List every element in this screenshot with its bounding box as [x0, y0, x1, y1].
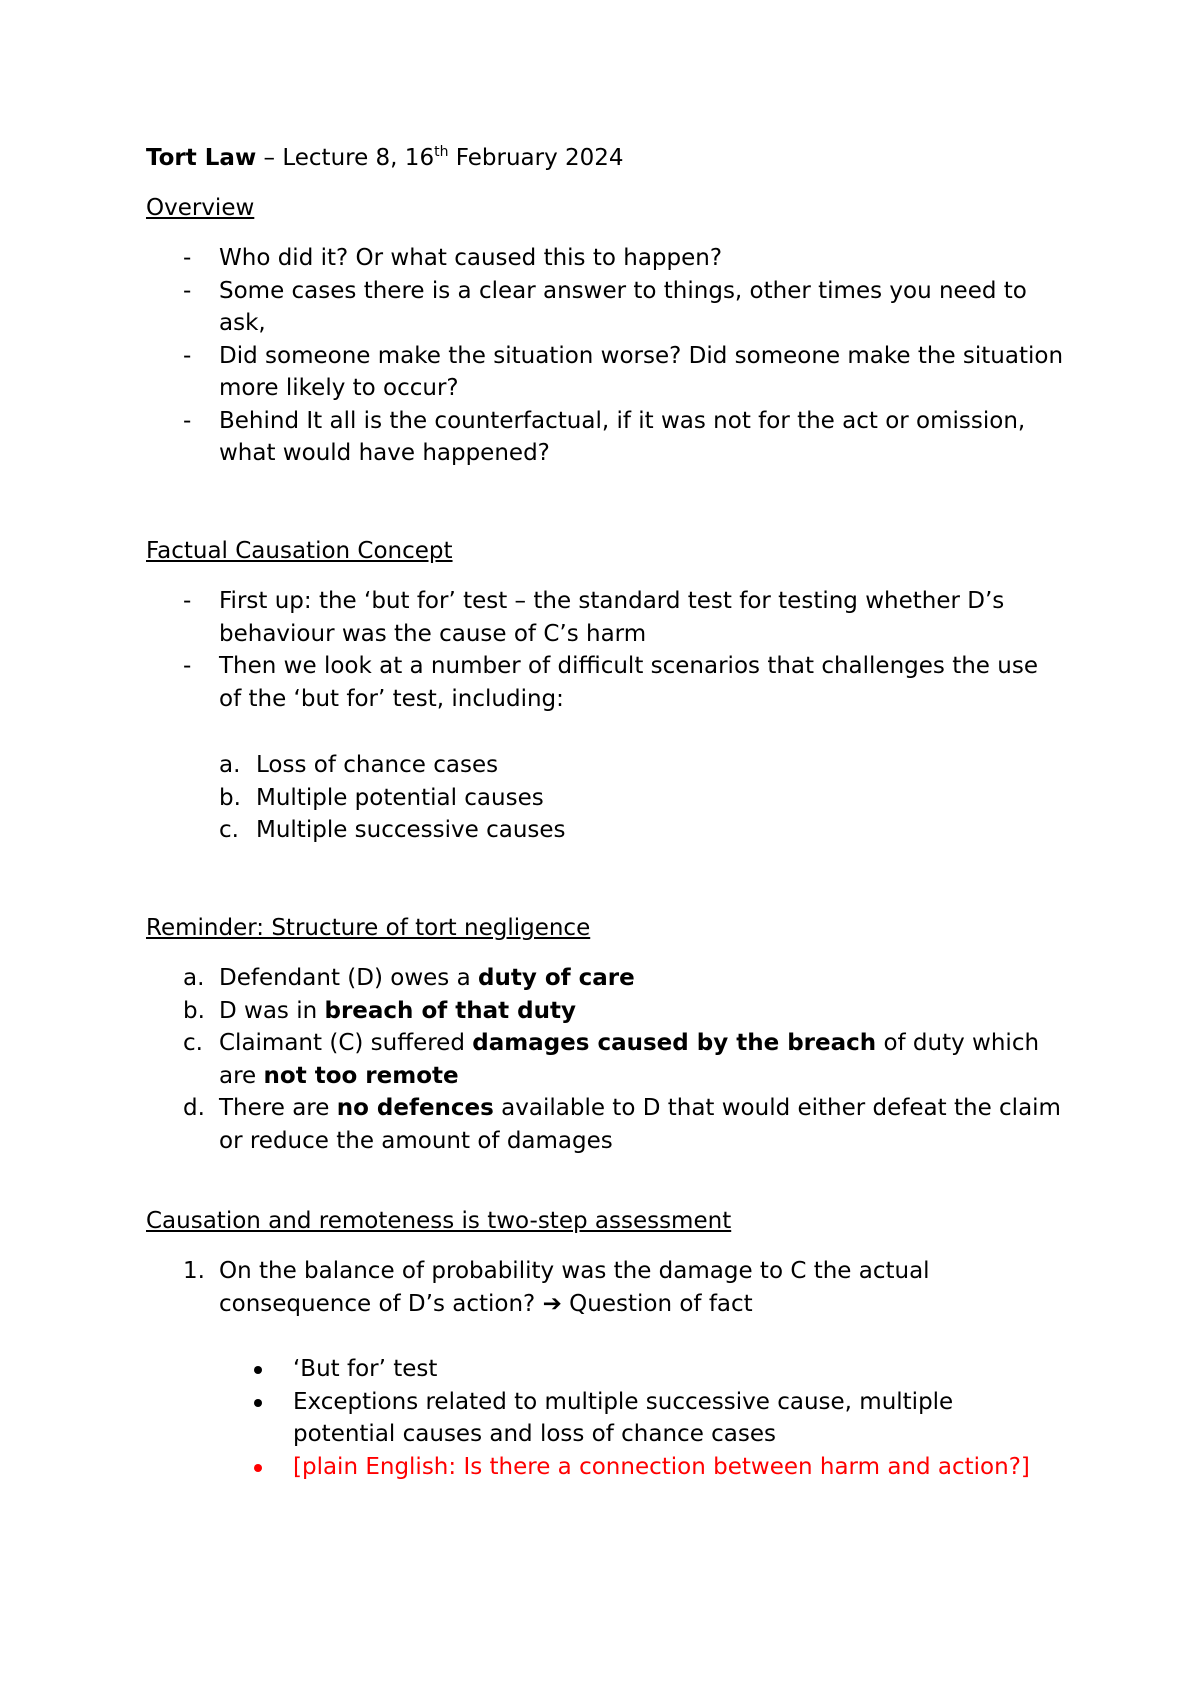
- list-marker: b.: [219, 784, 241, 811]
- bullet-icon: [254, 1399, 262, 1407]
- overview-heading: Overview: [146, 195, 255, 221]
- list-marker: d.: [183, 1095, 205, 1121]
- list-item-highlighted: [220, 1451, 1040, 1484]
- list-item-bold: duty of care: [478, 965, 635, 991]
- list-item-text: Exceptions related to multiple successive cause, multiple potential causes and loss of chance cases: [293, 1388, 954, 1447]
- list-marker: a.: [219, 752, 241, 778]
- negligence-structure-list: [146, 962, 1066, 1157]
- list-item-text: There are: [219, 1095, 337, 1121]
- list-item-text: available to D that would either defeat the claim or reduce the amount of damages: [219, 1095, 1061, 1154]
- list-item: [146, 650, 1066, 715]
- factual-causation-list: [146, 585, 1066, 715]
- list-marker: 1.: [183, 1258, 205, 1284]
- difficult-scenarios-list: [146, 749, 1066, 847]
- list-item: [146, 995, 1066, 1028]
- list-marker: c.: [219, 817, 239, 843]
- list-item: [146, 749, 1066, 782]
- list-marker: a.: [183, 965, 205, 991]
- dash-marker: -: [183, 653, 192, 679]
- list-item: [220, 1353, 1040, 1386]
- list-item-bold: damages caused by the breach: [472, 1030, 877, 1056]
- title-tail: February 2024: [448, 145, 624, 171]
- list-item-text: D was in: [219, 997, 325, 1024]
- factual-causation-heading: Factual Causation Concept: [146, 538, 453, 564]
- list-item-text: Question of fact: [561, 1290, 753, 1317]
- list-item-text: of duty which are: [219, 1030, 1040, 1089]
- list-item: [146, 814, 1066, 847]
- list-item: [146, 782, 1066, 815]
- list-item-text: First up: the ‘but for’ test – the standard test for testing whether D’s behaviour was the cause of C’s harm: [219, 588, 1005, 647]
- list-item-text: Claimant (C) suffered: [219, 1030, 473, 1056]
- list-item: [146, 1092, 1066, 1157]
- dash-marker: -: [183, 277, 192, 304]
- reminder-heading: Reminder: Structure of tort negligence: [146, 915, 591, 941]
- list-item-text: ‘But for’ test: [293, 1356, 438, 1382]
- but-for-bullets: [220, 1353, 1040, 1483]
- list-item-text: [plain English: Is there a connection between harm and action?]: [293, 1453, 1030, 1480]
- bullet-icon: [254, 1366, 262, 1374]
- page-title: [146, 142, 624, 175]
- list-item-text: Loss of chance cases: [256, 752, 499, 778]
- title-rest: – Lecture 8, 16: [256, 145, 435, 171]
- dash-marker: -: [183, 342, 192, 369]
- assessment-steps-list: [146, 1255, 1066, 1320]
- list-item: [146, 1027, 1066, 1092]
- list-item: [146, 340, 1066, 405]
- dash-marker: -: [183, 588, 192, 614]
- list-item: [146, 1255, 1066, 1320]
- list-item: [146, 405, 1066, 470]
- list-item-text: Multiple potential causes: [256, 784, 544, 811]
- list-item-text: On the balance of probability was the damage to C the actual consequence of D’s action?: [219, 1258, 930, 1317]
- list-marker: b.: [183, 997, 205, 1024]
- arrow-right-icon: ➔: [542, 1290, 562, 1317]
- overview-list: [146, 242, 1066, 470]
- title-bold: Tort Law: [146, 145, 257, 171]
- list-item-bold: breach of that duty: [324, 997, 576, 1024]
- list-item-bold: not too remote: [263, 1062, 459, 1089]
- list-item-text: Who did it? Or what caused this to happen?: [219, 245, 723, 271]
- dash-marker: -: [183, 245, 192, 271]
- list-item: [146, 275, 1066, 340]
- list-item: [220, 1386, 1040, 1451]
- list-item-text: Some cases there is a clear answer to things, other times you need to ask,: [219, 277, 1027, 336]
- list-item-text: Multiple successive causes: [256, 817, 566, 843]
- title-superscript: th: [434, 144, 449, 160]
- list-item: [146, 585, 1066, 650]
- list-item: [146, 242, 1066, 275]
- causation-remoteness-heading: Causation and remoteness is two-step assessment: [146, 1208, 732, 1234]
- list-item-text: Defendant (D) owes a: [219, 965, 478, 991]
- list-item-text: Behind It all is the counterfactual, if it was not for the act or omission, what would have happened?: [219, 407, 1026, 466]
- list-item-text: Then we look at a number of difficult scenarios that challenges the use of the ‘but for’ test, including:: [219, 653, 1038, 712]
- list-marker: c.: [183, 1030, 203, 1056]
- bullet-icon: [254, 1464, 262, 1472]
- list-item-bold: no defences: [336, 1095, 494, 1121]
- list-item-text: Did someone make the situation worse? Did someone make the situation more likely to occur?: [219, 342, 1064, 401]
- dash-marker: -: [183, 407, 192, 434]
- list-item: [146, 962, 1066, 995]
